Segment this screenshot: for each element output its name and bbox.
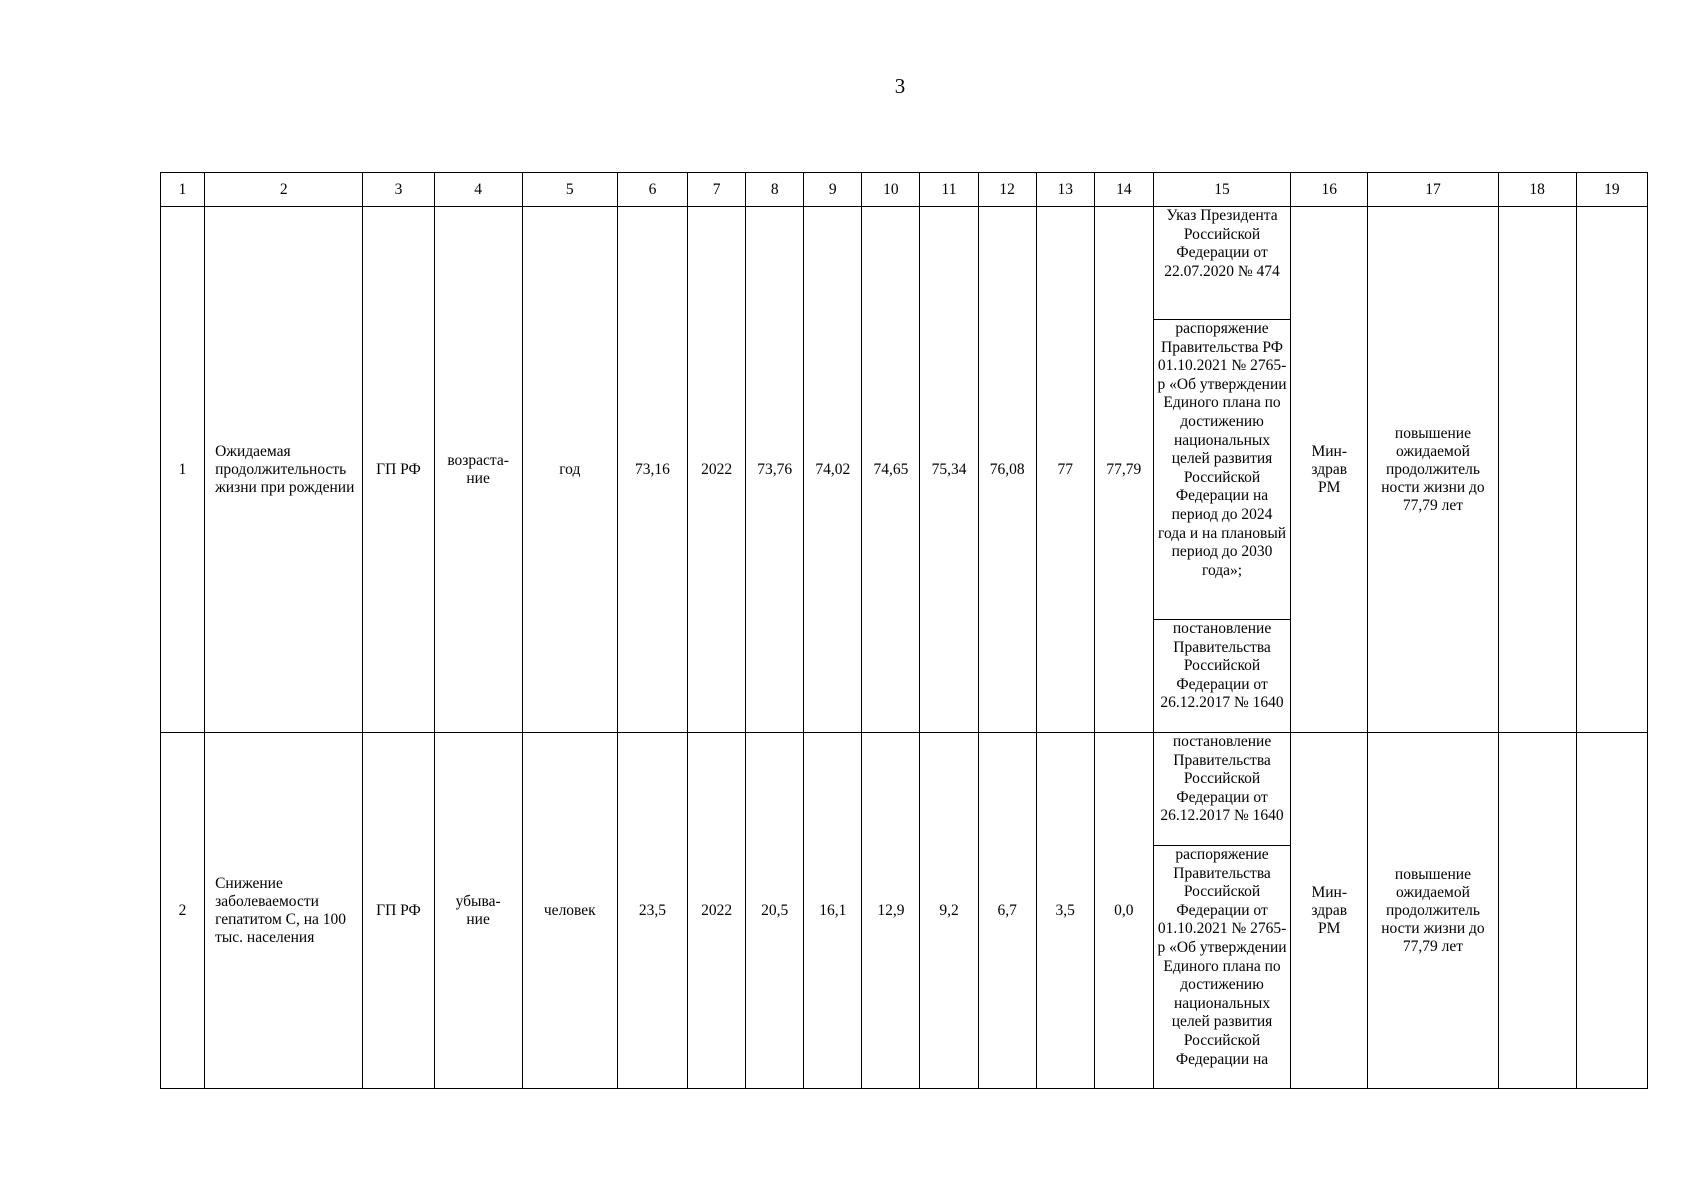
legal-basis-document: постановление Правительства Российской Федерации от 26.12.2017 № 1640 (1154, 733, 1290, 846)
target-value: 75,34 (920, 207, 978, 733)
base-value: 23,5 (617, 733, 687, 1089)
column-number-header: 10 (862, 173, 920, 207)
indicator-source: ГП РФ (363, 733, 434, 1089)
column-number-header: 6 (617, 173, 687, 207)
column-number-header: 16 (1291, 173, 1368, 207)
column-number-header: 18 (1498, 173, 1576, 207)
legal-basis-cell (1153, 207, 1290, 733)
column-number-header: 7 (688, 173, 746, 207)
target-value: 76,08 (978, 207, 1036, 733)
indicator-source: ГП РФ (363, 207, 434, 733)
column-number-header: 13 (1036, 173, 1094, 207)
unit-of-measure: человек (522, 733, 617, 1089)
column-number-header: 9 (804, 173, 862, 207)
expected-result: повышение ожидаемой продолжитель ности жизни до 77,79 лет (1368, 733, 1498, 1089)
target-value: 73,76 (746, 207, 804, 733)
target-value: 20,5 (746, 733, 804, 1089)
target-value: 74,65 (862, 207, 920, 733)
legal-basis-document: Указ Президента Российской Федерации от 22.07.2020 № 474 (1154, 207, 1290, 320)
table-row (161, 207, 1648, 733)
target-value: 9,2 (920, 733, 978, 1089)
column-number-header: 11 (920, 173, 978, 207)
target-value: 77 (1036, 207, 1094, 733)
legal-basis-document: распоряжение Правительства РФ 01.10.2021 № 2765-р «Об утверждении Единого плана по достижению национальных целей развития Российской Федерации на период до 2024 года и на плановый период до 2030 года»; (1154, 320, 1290, 620)
column-number-header: 12 (978, 173, 1036, 207)
empty-cell (1576, 207, 1647, 733)
column-number-header: 15 (1153, 173, 1290, 207)
legal-basis-cell (1153, 733, 1290, 1089)
column-number-header: 14 (1094, 173, 1153, 207)
target-value: 77,79 (1094, 207, 1153, 733)
column-number-header: 1 (161, 173, 205, 207)
column-number-header: 2 (205, 173, 363, 207)
row-number: 1 (161, 207, 205, 733)
base-value: 73,16 (617, 207, 687, 733)
column-number-row (161, 173, 1648, 207)
column-number-header: 5 (522, 173, 617, 207)
column-number-header: 3 (363, 173, 434, 207)
target-value: 12,9 (862, 733, 920, 1089)
responsible-agency: Мин- здрав РМ (1291, 207, 1368, 733)
empty-cell (1498, 207, 1576, 733)
empty-cell (1498, 733, 1576, 1089)
page-number: 3 (894, 74, 906, 98)
column-number-header: 8 (746, 173, 804, 207)
legal-basis-document: постановление Правительства Российской Федерации от 26.12.2017 № 1640 (1160, 620, 1284, 712)
target-value: 74,02 (804, 207, 862, 733)
column-number-header: 4 (434, 173, 522, 207)
base-year: 2022 (688, 733, 746, 1089)
column-number-header: 17 (1368, 173, 1498, 207)
unit-of-measure: год (522, 207, 617, 733)
responsible-agency: Мин- здрав РМ (1291, 733, 1368, 1089)
target-value: 0,0 (1094, 733, 1153, 1089)
target-value: 6,7 (978, 733, 1036, 1089)
indicators-table (160, 172, 1648, 1089)
table-row (161, 733, 1648, 1089)
empty-cell (1576, 733, 1647, 1089)
column-number-header: 19 (1576, 173, 1647, 207)
legal-basis-document: распоряжение Правительства Российской Федерации от 01.10.2021 № 2765-р «Об утверждении Единого плана по достижению национальных целей развития Российской Федерации на (1157, 846, 1287, 1068)
indicator-trend: убыва- ние (434, 733, 522, 1089)
indicator-name: Снижение заболеваемости гепатитом С, на 100 тыс. населения (205, 733, 363, 1089)
row-number: 2 (161, 733, 205, 1089)
target-value: 3,5 (1036, 733, 1094, 1089)
indicator-trend: возраста- ние (434, 207, 522, 733)
base-year: 2022 (688, 207, 746, 733)
target-value: 16,1 (804, 733, 862, 1089)
expected-result: повышение ожидаемой продолжитель ности жизни до 77,79 лет (1368, 207, 1498, 733)
indicator-name: Ожидаемая продолжительность жизни при рождении (205, 207, 363, 733)
